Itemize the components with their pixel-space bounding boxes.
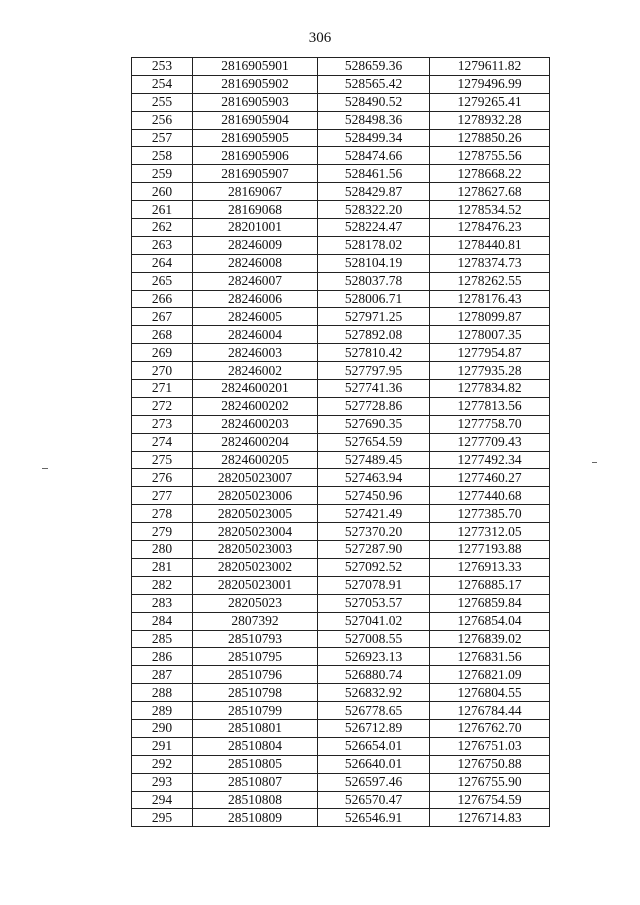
point-id-cell: 2816905904 (193, 111, 318, 129)
point-id-cell: 28246004 (193, 326, 318, 344)
x-coordinate-cell: 526654.01 (318, 737, 430, 755)
table-row (132, 362, 550, 380)
y-coordinate-cell: 1276859.84 (430, 594, 550, 612)
table-row (132, 719, 550, 737)
point-number-cell: 253 (132, 58, 193, 76)
point-id-cell: 28510809 (193, 809, 318, 827)
y-coordinate-cell: 1277758.70 (430, 415, 550, 433)
table-row (132, 308, 550, 326)
x-coordinate-cell: 526832.92 (318, 684, 430, 702)
point-number-cell: 276 (132, 469, 193, 487)
point-number-cell: 288 (132, 684, 193, 702)
x-coordinate-cell: 527463.94 (318, 469, 430, 487)
x-coordinate-cell: 527797.95 (318, 362, 430, 380)
x-coordinate-cell: 526880.74 (318, 666, 430, 684)
x-coordinate-cell: 526712.89 (318, 719, 430, 737)
point-number-cell: 293 (132, 773, 193, 791)
point-number-cell: 282 (132, 576, 193, 594)
point-number-cell: 294 (132, 791, 193, 809)
point-id-cell: 2816905901 (193, 58, 318, 76)
point-id-cell: 2816905907 (193, 165, 318, 183)
x-coordinate-cell: 528461.56 (318, 165, 430, 183)
x-coordinate-cell: 527078.91 (318, 576, 430, 594)
point-number-cell: 278 (132, 505, 193, 523)
point-number-cell: 279 (132, 523, 193, 541)
table-row (132, 523, 550, 541)
point-number-cell: 255 (132, 93, 193, 111)
y-coordinate-cell: 1277460.27 (430, 469, 550, 487)
point-id-cell: 2807392 (193, 612, 318, 630)
x-coordinate-cell: 527370.20 (318, 523, 430, 541)
x-coordinate-cell: 526923.13 (318, 648, 430, 666)
point-id-cell: 28246002 (193, 362, 318, 380)
x-coordinate-cell: 527741.36 (318, 380, 430, 398)
table-row (132, 684, 550, 702)
x-coordinate-cell: 527728.86 (318, 397, 430, 415)
x-coordinate-cell: 527810.42 (318, 344, 430, 362)
point-number-cell: 264 (132, 254, 193, 272)
table-row (132, 594, 550, 612)
table-row (132, 93, 550, 111)
table-row (132, 809, 550, 827)
y-coordinate-cell: 1277935.28 (430, 362, 550, 380)
x-coordinate-cell: 526778.65 (318, 702, 430, 720)
point-id-cell: 28510808 (193, 791, 318, 809)
y-coordinate-cell: 1276885.17 (430, 576, 550, 594)
point-number-cell: 268 (132, 326, 193, 344)
point-number-cell: 286 (132, 648, 193, 666)
point-id-cell: 2816905906 (193, 147, 318, 165)
point-number-cell: 271 (132, 380, 193, 398)
x-coordinate-cell: 528429.87 (318, 183, 430, 201)
point-number-cell: 291 (132, 737, 193, 755)
page-number: 306 (308, 30, 332, 46)
point-id-cell: 28169067 (193, 183, 318, 201)
table-row (132, 183, 550, 201)
y-coordinate-cell: 1277709.43 (430, 433, 550, 451)
point-id-cell: 28205023005 (193, 505, 318, 523)
y-coordinate-cell: 1278534.52 (430, 201, 550, 219)
y-coordinate-cell: 1279265.41 (430, 93, 550, 111)
point-number-cell: 259 (132, 165, 193, 183)
y-coordinate-cell: 1277440.68 (430, 487, 550, 505)
y-coordinate-cell: 1276762.70 (430, 719, 550, 737)
x-coordinate-cell: 527092.52 (318, 558, 430, 576)
y-coordinate-cell: 1276755.90 (430, 773, 550, 791)
point-id-cell: 28510798 (193, 684, 318, 702)
point-id-cell: 28510796 (193, 666, 318, 684)
point-number-cell: 277 (132, 487, 193, 505)
table-row (132, 147, 550, 165)
point-id-cell: 28205023004 (193, 523, 318, 541)
point-id-cell: 28510804 (193, 737, 318, 755)
point-number-cell: 260 (132, 183, 193, 201)
y-coordinate-cell: 1277834.82 (430, 380, 550, 398)
point-id-cell: 28169068 (193, 201, 318, 219)
point-id-cell: 28510807 (193, 773, 318, 791)
x-coordinate-cell: 528659.36 (318, 58, 430, 76)
x-coordinate-cell: 527053.57 (318, 594, 430, 612)
table-row (132, 165, 550, 183)
table-row (132, 415, 550, 433)
scan-mark-right (592, 462, 597, 463)
table-row (132, 505, 550, 523)
y-coordinate-cell: 1278755.56 (430, 147, 550, 165)
point-number-cell: 281 (132, 558, 193, 576)
table-row (132, 791, 550, 809)
coordinate-table-body (132, 58, 550, 827)
table-row (132, 129, 550, 147)
point-id-cell: 28205023007 (193, 469, 318, 487)
y-coordinate-cell: 1278627.68 (430, 183, 550, 201)
y-coordinate-cell: 1276831.56 (430, 648, 550, 666)
point-id-cell: 2824600203 (193, 415, 318, 433)
y-coordinate-cell: 1276754.59 (430, 791, 550, 809)
y-coordinate-cell: 1277813.56 (430, 397, 550, 415)
point-number-cell: 258 (132, 147, 193, 165)
table-row (132, 254, 550, 272)
x-coordinate-cell: 527008.55 (318, 630, 430, 648)
point-id-cell: 28510799 (193, 702, 318, 720)
point-id-cell: 2824600202 (193, 397, 318, 415)
point-id-cell: 28205023 (193, 594, 318, 612)
point-number-cell: 274 (132, 433, 193, 451)
x-coordinate-cell: 528178.02 (318, 236, 430, 254)
point-id-cell: 2824600201 (193, 380, 318, 398)
x-coordinate-cell: 528474.66 (318, 147, 430, 165)
table-row (132, 487, 550, 505)
table-row (132, 75, 550, 93)
x-coordinate-cell: 526597.46 (318, 773, 430, 791)
table-row (132, 630, 550, 648)
table-row (132, 558, 550, 576)
x-coordinate-cell: 527654.59 (318, 433, 430, 451)
x-coordinate-cell: 526570.47 (318, 791, 430, 809)
x-coordinate-cell: 527421.49 (318, 505, 430, 523)
y-coordinate-cell: 1277312.05 (430, 523, 550, 541)
y-coordinate-cell: 1277385.70 (430, 505, 550, 523)
point-id-cell: 28246003 (193, 344, 318, 362)
point-number-cell: 267 (132, 308, 193, 326)
point-number-cell: 285 (132, 630, 193, 648)
table-row (132, 612, 550, 630)
y-coordinate-cell: 1276913.33 (430, 558, 550, 576)
y-coordinate-cell: 1278668.22 (430, 165, 550, 183)
point-number-cell: 263 (132, 236, 193, 254)
table-row (132, 737, 550, 755)
table-row (132, 290, 550, 308)
point-number-cell: 290 (132, 719, 193, 737)
point-id-cell: 28205023001 (193, 576, 318, 594)
x-coordinate-cell: 526640.01 (318, 755, 430, 773)
y-coordinate-cell: 1278374.73 (430, 254, 550, 272)
point-number-cell: 292 (132, 755, 193, 773)
point-id-cell: 28205023002 (193, 558, 318, 576)
y-coordinate-cell: 1277193.88 (430, 541, 550, 559)
point-number-cell: 289 (132, 702, 193, 720)
point-id-cell: 2824600205 (193, 451, 318, 469)
point-id-cell: 28510795 (193, 648, 318, 666)
point-id-cell: 2816905902 (193, 75, 318, 93)
y-coordinate-cell: 1276750.88 (430, 755, 550, 773)
y-coordinate-cell: 1276784.44 (430, 702, 550, 720)
table-row (132, 201, 550, 219)
table-row (132, 326, 550, 344)
table-row (132, 111, 550, 129)
table-row (132, 702, 550, 720)
point-number-cell: 256 (132, 111, 193, 129)
x-coordinate-cell: 528037.78 (318, 272, 430, 290)
table-row (132, 272, 550, 290)
x-coordinate-cell: 527892.08 (318, 326, 430, 344)
table-row (132, 397, 550, 415)
y-coordinate-cell: 1276751.03 (430, 737, 550, 755)
table-row (132, 648, 550, 666)
table-row (132, 236, 550, 254)
point-id-cell: 2824600204 (193, 433, 318, 451)
y-coordinate-cell: 1278850.26 (430, 129, 550, 147)
x-coordinate-cell: 528490.52 (318, 93, 430, 111)
y-coordinate-cell: 1278007.35 (430, 326, 550, 344)
scan-mark-left (42, 468, 48, 469)
y-coordinate-cell: 1278440.81 (430, 236, 550, 254)
point-id-cell: 28246005 (193, 308, 318, 326)
x-coordinate-cell: 527971.25 (318, 308, 430, 326)
point-id-cell: 28246008 (193, 254, 318, 272)
x-coordinate-cell: 528499.34 (318, 129, 430, 147)
table-row (132, 541, 550, 559)
point-number-cell: 287 (132, 666, 193, 684)
x-coordinate-cell: 527450.96 (318, 487, 430, 505)
y-coordinate-cell: 1278262.55 (430, 272, 550, 290)
y-coordinate-cell: 1276804.55 (430, 684, 550, 702)
point-number-cell: 284 (132, 612, 193, 630)
y-coordinate-cell: 1276821.09 (430, 666, 550, 684)
y-coordinate-cell: 1276854.04 (430, 612, 550, 630)
point-id-cell: 28510801 (193, 719, 318, 737)
x-coordinate-cell: 526546.91 (318, 809, 430, 827)
table-row (132, 344, 550, 362)
x-coordinate-cell: 527287.90 (318, 541, 430, 559)
table-row (132, 58, 550, 76)
x-coordinate-cell: 528498.36 (318, 111, 430, 129)
point-id-cell: 28205023003 (193, 541, 318, 559)
point-id-cell: 28246007 (193, 272, 318, 290)
x-coordinate-cell: 527041.02 (318, 612, 430, 630)
x-coordinate-cell: 527690.35 (318, 415, 430, 433)
point-number-cell: 272 (132, 397, 193, 415)
y-coordinate-cell: 1277954.87 (430, 344, 550, 362)
point-number-cell: 262 (132, 219, 193, 237)
point-id-cell: 28246009 (193, 236, 318, 254)
table-row (132, 219, 550, 237)
point-number-cell: 283 (132, 594, 193, 612)
x-coordinate-cell: 527489.45 (318, 451, 430, 469)
y-coordinate-cell: 1278476.23 (430, 219, 550, 237)
point-id-cell: 28510793 (193, 630, 318, 648)
y-coordinate-cell: 1279496.99 (430, 75, 550, 93)
point-number-cell: 265 (132, 272, 193, 290)
point-number-cell: 280 (132, 541, 193, 559)
y-coordinate-cell: 1278176.43 (430, 290, 550, 308)
point-number-cell: 275 (132, 451, 193, 469)
y-coordinate-cell: 1278932.28 (430, 111, 550, 129)
point-id-cell: 2816905903 (193, 93, 318, 111)
x-coordinate-cell: 528224.47 (318, 219, 430, 237)
point-id-cell: 28201001 (193, 219, 318, 237)
point-number-cell: 273 (132, 415, 193, 433)
table-row (132, 433, 550, 451)
table-row (132, 755, 550, 773)
point-number-cell: 270 (132, 362, 193, 380)
coordinate-table (131, 57, 550, 827)
y-coordinate-cell: 1276714.83 (430, 809, 550, 827)
y-coordinate-cell: 1277492.34 (430, 451, 550, 469)
table-row (132, 773, 550, 791)
point-number-cell: 295 (132, 809, 193, 827)
y-coordinate-cell: 1278099.87 (430, 308, 550, 326)
table-row (132, 666, 550, 684)
x-coordinate-cell: 528322.20 (318, 201, 430, 219)
table-row (132, 451, 550, 469)
point-id-cell: 2816905905 (193, 129, 318, 147)
point-number-cell: 257 (132, 129, 193, 147)
x-coordinate-cell: 528104.19 (318, 254, 430, 272)
table-row (132, 380, 550, 398)
point-id-cell: 28246006 (193, 290, 318, 308)
x-coordinate-cell: 528006.71 (318, 290, 430, 308)
y-coordinate-cell: 1279611.82 (430, 58, 550, 76)
y-coordinate-cell: 1276839.02 (430, 630, 550, 648)
point-id-cell: 28205023006 (193, 487, 318, 505)
point-number-cell: 269 (132, 344, 193, 362)
point-number-cell: 266 (132, 290, 193, 308)
point-number-cell: 254 (132, 75, 193, 93)
point-number-cell: 261 (132, 201, 193, 219)
table-row (132, 469, 550, 487)
x-coordinate-cell: 528565.42 (318, 75, 430, 93)
point-id-cell: 28510805 (193, 755, 318, 773)
table-row (132, 576, 550, 594)
